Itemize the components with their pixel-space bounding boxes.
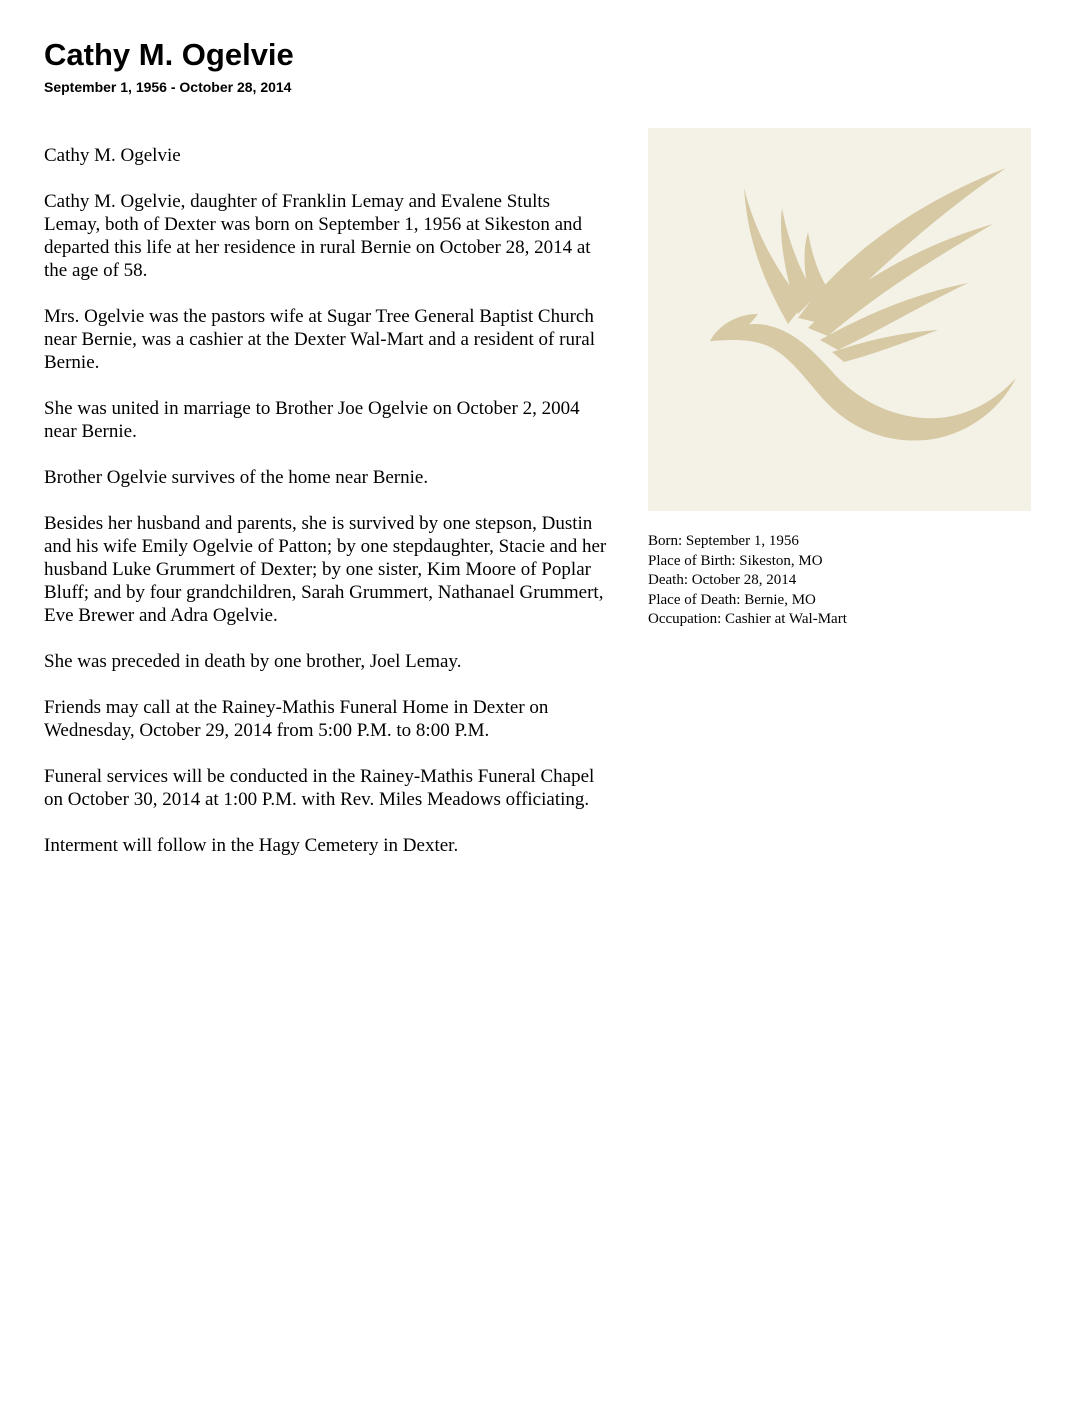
death-fact: Death: October 28, 2014 (648, 572, 797, 588)
life-dates: September 1, 1956 - October 28, 2014 (44, 79, 292, 95)
obituary-paragraph: Interment will follow in the Hagy Cemetery in Dexter. (44, 835, 459, 856)
obituary-paragraph: Mrs. Ogelvie was the pastors wife at Sugar Tree General Baptist Church near Bernie, was a cashier at the Dexter Wal-Mart and a resident of rural Bernie. (44, 306, 595, 373)
dove-icon (648, 128, 1031, 511)
obituary-paragraph: Friends may call at the Rainey-Mathis Funeral Home in Dexter on Wednesday, October 29, 2014 from 5:00 P.M. to 8:00 P.M. (44, 697, 549, 741)
vital-facts (648, 532, 1068, 630)
obituary-text (44, 144, 609, 880)
obituary-paragraph: Cathy M. Ogelvie, daughter of Franklin Lemay and Evalene Stults Lemay, both of Dexter was born on September 1, 1956 at Sikeston and departed this life at her residence in rural Bernie on October 28, 2014 at the age of 58. (44, 191, 591, 281)
obituary-paragraph: She was preceded in death by one brother, Joel Lemay. (44, 651, 462, 672)
obituary-paragraph: Besides her husband and parents, she is survived by one stepson, Dustin and his wife Emily Ogelvie of Patton; by one stepdaughter, Stacie and her husband Luke Grummert of Dexter; by one sister, Kim Moore of Poplar Bluff; and by four grandchildren, Sarah Grummert, Nathanael Grummert, Eve Brewer and Adra Ogelvie. (44, 513, 607, 626)
obituary-header (44, 36, 294, 96)
place-of-death-fact: Place of Death: Bernie, MO (648, 591, 816, 608)
born-fact: Born: September 1, 1956 (648, 533, 799, 549)
memorial-image (648, 128, 1031, 511)
occupation-fact: Occupation: Cashier at Wal-Mart (648, 611, 847, 627)
page-title: Cathy M. Ogelvie (44, 37, 294, 72)
obituary-paragraph: Brother Ogelvie survives of the home near Bernie. (44, 467, 429, 488)
obituary-paragraph: She was united in marriage to Brother Joe Ogelvie on October 2, 2004 near Bernie. (44, 398, 580, 442)
obituary-paragraph: Cathy M. Ogelvie (44, 145, 181, 166)
obituary-paragraph: Funeral services will be conducted in the Rainey-Mathis Funeral Chapel on October 30, 2014 at 1:00 P.M. with Rev. Miles Meadows officiating. (44, 766, 595, 810)
place-of-birth-fact: Place of Birth: Sikeston, MO (648, 552, 823, 569)
